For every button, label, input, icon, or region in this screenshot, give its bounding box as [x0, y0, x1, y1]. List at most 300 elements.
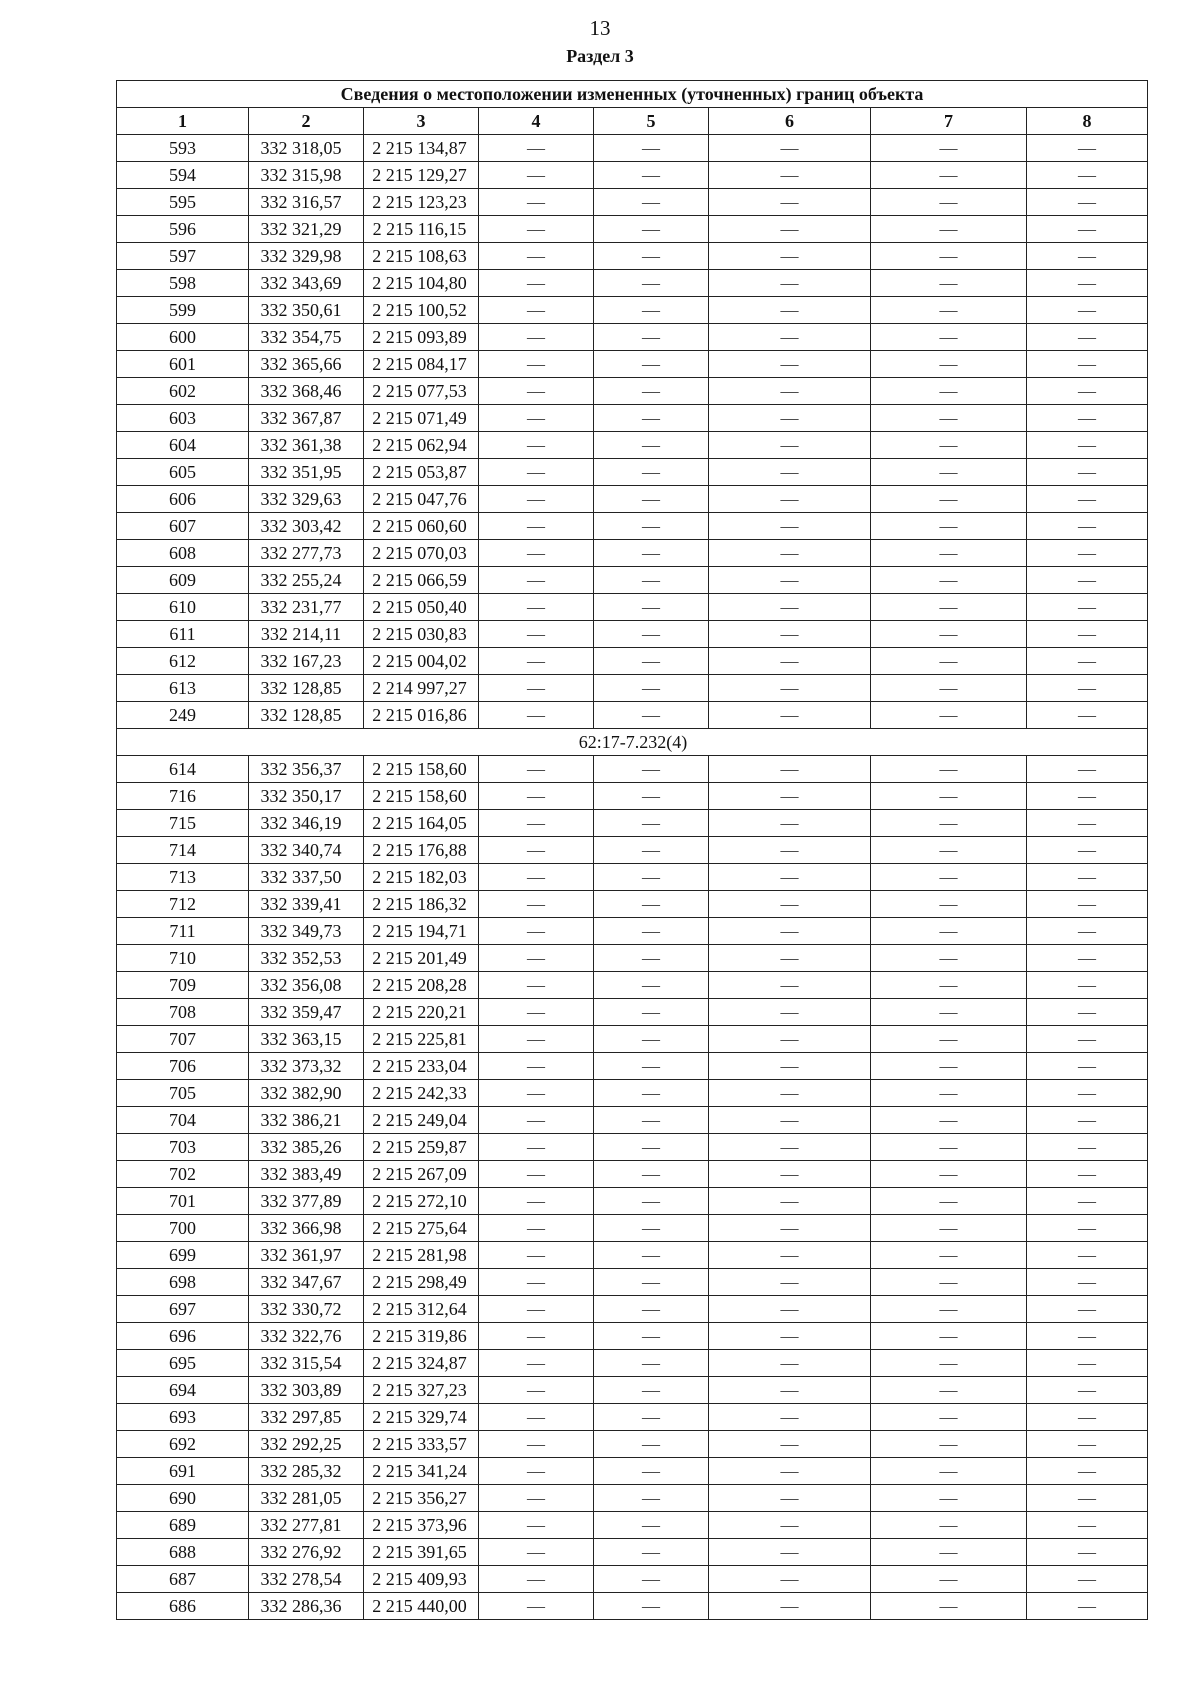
x-coordinate-cell: 332 297,85 [249, 1404, 364, 1431]
x-coordinate-cell: 332 352,53 [249, 945, 364, 972]
empty-value-cell: — [1027, 216, 1148, 243]
empty-value-cell: — [709, 1242, 871, 1269]
empty-value-cell: — [871, 1350, 1027, 1377]
empty-value-cell: — [479, 540, 594, 567]
x-coordinate-cell: 332 349,73 [249, 918, 364, 945]
empty-value-cell: — [1027, 567, 1148, 594]
empty-value-cell: — [871, 1323, 1027, 1350]
table-row [117, 1053, 1148, 1080]
table-row [117, 297, 1148, 324]
point-number-cell: 711 [117, 918, 249, 945]
empty-value-cell: — [479, 783, 594, 810]
y-coordinate-cell: 2 215 391,65 [364, 1539, 479, 1566]
table-row [117, 1593, 1148, 1620]
empty-value-cell: — [709, 783, 871, 810]
table-row [117, 702, 1148, 729]
empty-value-cell: — [594, 1080, 709, 1107]
y-coordinate-cell: 2 215 341,24 [364, 1458, 479, 1485]
table-caption: Сведения о местоположении измененных (уточненных) границ объекта [117, 81, 1148, 108]
x-coordinate-cell: 332 303,42 [249, 513, 364, 540]
empty-value-cell: — [871, 189, 1027, 216]
point-number-cell: 593 [117, 135, 249, 162]
table-row [117, 1485, 1148, 1512]
x-coordinate-cell: 332 329,98 [249, 243, 364, 270]
empty-value-cell: — [1027, 810, 1148, 837]
empty-value-cell: — [594, 351, 709, 378]
y-coordinate-cell: 2 215 329,74 [364, 1404, 479, 1431]
column-header: 6 [709, 108, 871, 135]
empty-value-cell: — [479, 1431, 594, 1458]
empty-value-cell: — [1027, 432, 1148, 459]
empty-value-cell: — [479, 810, 594, 837]
empty-value-cell: — [594, 189, 709, 216]
empty-value-cell: — [594, 1026, 709, 1053]
table-row [117, 567, 1148, 594]
x-coordinate-cell: 332 214,11 [249, 621, 364, 648]
empty-value-cell: — [1027, 1161, 1148, 1188]
point-number-cell: 687 [117, 1566, 249, 1593]
point-number-cell: 598 [117, 270, 249, 297]
coordinates-table [116, 80, 1148, 1620]
empty-value-cell: — [594, 1593, 709, 1620]
empty-value-cell: — [1027, 1539, 1148, 1566]
empty-value-cell: — [871, 1269, 1027, 1296]
table-row [117, 918, 1148, 945]
table-row [117, 1269, 1148, 1296]
empty-value-cell: — [594, 756, 709, 783]
empty-value-cell: — [594, 1053, 709, 1080]
point-number-cell: 597 [117, 243, 249, 270]
empty-value-cell: — [1027, 621, 1148, 648]
empty-value-cell: — [1027, 135, 1148, 162]
point-number-cell: 600 [117, 324, 249, 351]
empty-value-cell: — [709, 540, 871, 567]
empty-value-cell: — [1027, 351, 1148, 378]
table-row [117, 135, 1148, 162]
empty-value-cell: — [871, 999, 1027, 1026]
table-row [117, 513, 1148, 540]
table-row [117, 189, 1148, 216]
empty-value-cell: — [479, 1107, 594, 1134]
y-coordinate-cell: 2 215 298,49 [364, 1269, 479, 1296]
point-number-cell: 608 [117, 540, 249, 567]
x-coordinate-cell: 332 354,75 [249, 324, 364, 351]
empty-value-cell: — [709, 378, 871, 405]
y-coordinate-cell: 2 215 249,04 [364, 1107, 479, 1134]
y-coordinate-cell: 2 215 071,49 [364, 405, 479, 432]
x-coordinate-cell: 332 366,98 [249, 1215, 364, 1242]
point-number-cell: 611 [117, 621, 249, 648]
empty-value-cell: — [871, 1404, 1027, 1431]
empty-value-cell: — [871, 405, 1027, 432]
empty-value-cell: — [871, 459, 1027, 486]
y-coordinate-cell: 2 215 053,87 [364, 459, 479, 486]
empty-value-cell: — [594, 135, 709, 162]
x-coordinate-cell: 332 367,87 [249, 405, 364, 432]
point-number-cell: 694 [117, 1377, 249, 1404]
empty-value-cell: — [479, 216, 594, 243]
y-coordinate-cell: 2 215 259,87 [364, 1134, 479, 1161]
y-coordinate-cell: 2 215 016,86 [364, 702, 479, 729]
empty-value-cell: — [594, 162, 709, 189]
empty-value-cell: — [479, 918, 594, 945]
empty-value-cell: — [479, 189, 594, 216]
empty-value-cell: — [479, 1350, 594, 1377]
point-number-cell: 688 [117, 1539, 249, 1566]
x-coordinate-cell: 332 128,85 [249, 702, 364, 729]
empty-value-cell: — [479, 351, 594, 378]
empty-value-cell: — [871, 837, 1027, 864]
y-coordinate-cell: 2 215 070,03 [364, 540, 479, 567]
empty-value-cell: — [871, 1242, 1027, 1269]
empty-value-cell: — [709, 324, 871, 351]
table-row [117, 621, 1148, 648]
empty-value-cell: — [1027, 1593, 1148, 1620]
empty-value-cell: — [594, 486, 709, 513]
empty-value-cell: — [709, 1053, 871, 1080]
x-coordinate-cell: 332 373,32 [249, 1053, 364, 1080]
empty-value-cell: — [871, 270, 1027, 297]
empty-value-cell: — [871, 540, 1027, 567]
point-number-cell: 690 [117, 1485, 249, 1512]
empty-value-cell: — [479, 945, 594, 972]
empty-value-cell: — [479, 513, 594, 540]
x-coordinate-cell: 332 316,57 [249, 189, 364, 216]
empty-value-cell: — [871, 513, 1027, 540]
empty-value-cell: — [709, 702, 871, 729]
y-coordinate-cell: 2 215 186,32 [364, 891, 479, 918]
empty-value-cell: — [1027, 1458, 1148, 1485]
empty-value-cell: — [871, 1161, 1027, 1188]
empty-value-cell: — [709, 1026, 871, 1053]
table-row [117, 1539, 1148, 1566]
x-coordinate-cell: 332 322,76 [249, 1323, 364, 1350]
point-number-cell: 595 [117, 189, 249, 216]
y-coordinate-cell: 2 215 047,76 [364, 486, 479, 513]
table-row [117, 810, 1148, 837]
empty-value-cell: — [871, 1566, 1027, 1593]
x-coordinate-cell: 332 318,05 [249, 135, 364, 162]
point-number-cell: 710 [117, 945, 249, 972]
point-number-cell: 712 [117, 891, 249, 918]
point-number-cell: 602 [117, 378, 249, 405]
empty-value-cell: — [594, 702, 709, 729]
empty-value-cell: — [871, 1296, 1027, 1323]
empty-value-cell: — [594, 1458, 709, 1485]
x-coordinate-cell: 332 383,49 [249, 1161, 364, 1188]
empty-value-cell: — [871, 1458, 1027, 1485]
empty-value-cell: — [594, 1215, 709, 1242]
empty-value-cell: — [871, 891, 1027, 918]
empty-value-cell: — [594, 648, 709, 675]
point-number-cell: 716 [117, 783, 249, 810]
empty-value-cell: — [871, 1080, 1027, 1107]
empty-value-cell: — [709, 1377, 871, 1404]
empty-value-cell: — [871, 864, 1027, 891]
table-caption-row [117, 81, 1148, 108]
column-header: 3 [364, 108, 479, 135]
section-title: Раздел 3 [566, 46, 634, 66]
empty-value-cell: — [1027, 972, 1148, 999]
empty-value-cell: — [709, 1431, 871, 1458]
empty-value-cell: — [871, 1026, 1027, 1053]
empty-value-cell: — [871, 297, 1027, 324]
empty-value-cell: — [1027, 378, 1148, 405]
table-row [117, 891, 1148, 918]
empty-value-cell: — [1027, 1026, 1148, 1053]
empty-value-cell: — [871, 162, 1027, 189]
point-number-cell: 704 [117, 1107, 249, 1134]
point-number-cell: 609 [117, 567, 249, 594]
empty-value-cell: — [871, 972, 1027, 999]
empty-value-cell: — [871, 594, 1027, 621]
empty-value-cell: — [594, 540, 709, 567]
table-row [117, 243, 1148, 270]
empty-value-cell: — [1027, 783, 1148, 810]
table-row [117, 1242, 1148, 1269]
empty-value-cell: — [594, 1377, 709, 1404]
empty-value-cell: — [594, 675, 709, 702]
empty-value-cell: — [1027, 243, 1148, 270]
x-coordinate-cell: 332 321,29 [249, 216, 364, 243]
x-coordinate-cell: 332 377,89 [249, 1188, 364, 1215]
empty-value-cell: — [1027, 648, 1148, 675]
point-number-cell: 689 [117, 1512, 249, 1539]
y-coordinate-cell: 2 215 233,04 [364, 1053, 479, 1080]
empty-value-cell: — [594, 567, 709, 594]
column-header: 1 [117, 108, 249, 135]
empty-value-cell: — [1027, 189, 1148, 216]
x-coordinate-cell: 332 276,92 [249, 1539, 364, 1566]
empty-value-cell: — [709, 648, 871, 675]
table-row [117, 675, 1148, 702]
empty-value-cell: — [709, 1296, 871, 1323]
empty-value-cell: — [594, 1485, 709, 1512]
y-coordinate-cell: 2 215 275,64 [364, 1215, 479, 1242]
empty-value-cell: — [1027, 1188, 1148, 1215]
empty-value-cell: — [709, 999, 871, 1026]
empty-value-cell: — [871, 918, 1027, 945]
y-coordinate-cell: 2 215 208,28 [364, 972, 479, 999]
table-row [117, 1080, 1148, 1107]
x-coordinate-cell: 332 315,54 [249, 1350, 364, 1377]
empty-value-cell: — [871, 702, 1027, 729]
point-number-cell: 613 [117, 675, 249, 702]
empty-value-cell: — [1027, 513, 1148, 540]
point-number-cell: 601 [117, 351, 249, 378]
table-row [117, 1458, 1148, 1485]
table-row [117, 1350, 1148, 1377]
empty-value-cell: — [479, 1458, 594, 1485]
empty-value-cell: — [709, 1323, 871, 1350]
empty-value-cell: — [709, 567, 871, 594]
empty-value-cell: — [594, 324, 709, 351]
empty-value-cell: — [709, 810, 871, 837]
y-coordinate-cell: 2 215 182,03 [364, 864, 479, 891]
empty-value-cell: — [709, 351, 871, 378]
empty-value-cell: — [709, 621, 871, 648]
empty-value-cell: — [709, 594, 871, 621]
group-label: 62:17-7.232(4) [117, 729, 1148, 756]
empty-value-cell: — [479, 1485, 594, 1512]
empty-value-cell: — [1027, 675, 1148, 702]
table-row [117, 1296, 1148, 1323]
empty-value-cell: — [709, 756, 871, 783]
empty-value-cell: — [479, 675, 594, 702]
empty-value-cell: — [1027, 837, 1148, 864]
empty-value-cell: — [709, 837, 871, 864]
table-row [117, 1566, 1148, 1593]
empty-value-cell: — [871, 648, 1027, 675]
point-number-cell: 709 [117, 972, 249, 999]
empty-value-cell: — [871, 1431, 1027, 1458]
empty-value-cell: — [709, 1404, 871, 1431]
empty-value-cell: — [871, 756, 1027, 783]
empty-value-cell: — [1027, 1404, 1148, 1431]
point-number-cell: 698 [117, 1269, 249, 1296]
column-header: 8 [1027, 108, 1148, 135]
empty-value-cell: — [709, 270, 871, 297]
empty-value-cell: — [594, 1404, 709, 1431]
empty-value-cell: — [479, 621, 594, 648]
y-coordinate-cell: 2 215 373,96 [364, 1512, 479, 1539]
table-row [117, 216, 1148, 243]
table-row [117, 1134, 1148, 1161]
point-number-cell: 604 [117, 432, 249, 459]
empty-value-cell: — [871, 432, 1027, 459]
column-header: 7 [871, 108, 1027, 135]
empty-value-cell: — [1027, 405, 1148, 432]
table-row [117, 1404, 1148, 1431]
y-coordinate-cell: 2 215 060,60 [364, 513, 479, 540]
point-number-cell: 705 [117, 1080, 249, 1107]
empty-value-cell: — [479, 162, 594, 189]
y-coordinate-cell: 2 215 077,53 [364, 378, 479, 405]
empty-value-cell: — [479, 1080, 594, 1107]
x-coordinate-cell: 332 346,19 [249, 810, 364, 837]
empty-value-cell: — [594, 270, 709, 297]
empty-value-cell: — [479, 1539, 594, 1566]
x-coordinate-cell: 332 329,63 [249, 486, 364, 513]
point-number-cell: 614 [117, 756, 249, 783]
empty-value-cell: — [594, 972, 709, 999]
point-number-cell: 697 [117, 1296, 249, 1323]
empty-value-cell: — [871, 351, 1027, 378]
empty-value-cell: — [479, 432, 594, 459]
table-row [117, 351, 1148, 378]
table-row [117, 324, 1148, 351]
empty-value-cell: — [594, 999, 709, 1026]
empty-value-cell: — [479, 459, 594, 486]
empty-value-cell: — [479, 756, 594, 783]
empty-value-cell: — [1027, 486, 1148, 513]
empty-value-cell: — [594, 243, 709, 270]
empty-value-cell: — [709, 675, 871, 702]
x-coordinate-cell: 332 285,32 [249, 1458, 364, 1485]
empty-value-cell: — [709, 1350, 871, 1377]
empty-value-cell: — [479, 837, 594, 864]
empty-value-cell: — [709, 1458, 871, 1485]
point-number-cell: 612 [117, 648, 249, 675]
empty-value-cell: — [709, 459, 871, 486]
empty-value-cell: — [479, 702, 594, 729]
empty-value-cell: — [709, 1512, 871, 1539]
x-coordinate-cell: 332 286,36 [249, 1593, 364, 1620]
empty-value-cell: — [1027, 945, 1148, 972]
empty-value-cell: — [594, 459, 709, 486]
y-coordinate-cell: 2 215 220,21 [364, 999, 479, 1026]
point-number-cell: 696 [117, 1323, 249, 1350]
empty-value-cell: — [594, 1269, 709, 1296]
column-header: 2 [249, 108, 364, 135]
empty-value-cell: — [1027, 1323, 1148, 1350]
empty-value-cell: — [479, 1134, 594, 1161]
point-number-cell: 606 [117, 486, 249, 513]
empty-value-cell: — [709, 243, 871, 270]
empty-value-cell: — [709, 486, 871, 513]
x-coordinate-cell: 332 363,15 [249, 1026, 364, 1053]
empty-value-cell: — [479, 378, 594, 405]
empty-value-cell: — [594, 1188, 709, 1215]
empty-value-cell: — [871, 486, 1027, 513]
y-coordinate-cell: 2 215 108,63 [364, 243, 479, 270]
point-number-cell: 708 [117, 999, 249, 1026]
empty-value-cell: — [479, 270, 594, 297]
empty-value-cell: — [594, 594, 709, 621]
empty-value-cell: — [1027, 1431, 1148, 1458]
table-row [117, 1188, 1148, 1215]
empty-value-cell: — [1027, 1242, 1148, 1269]
empty-value-cell: — [871, 1377, 1027, 1404]
x-coordinate-cell: 332 382,90 [249, 1080, 364, 1107]
empty-value-cell: — [594, 864, 709, 891]
x-coordinate-cell: 332 343,69 [249, 270, 364, 297]
point-number-cell: 686 [117, 1593, 249, 1620]
empty-value-cell: — [479, 891, 594, 918]
table-row [117, 837, 1148, 864]
x-coordinate-cell: 332 330,72 [249, 1296, 364, 1323]
table-row [117, 486, 1148, 513]
x-coordinate-cell: 332 351,95 [249, 459, 364, 486]
point-number-cell: 594 [117, 162, 249, 189]
y-coordinate-cell: 2 215 312,64 [364, 1296, 479, 1323]
point-number-cell: 706 [117, 1053, 249, 1080]
y-coordinate-cell: 2 215 158,60 [364, 756, 479, 783]
empty-value-cell: — [1027, 1107, 1148, 1134]
empty-value-cell: — [709, 1134, 871, 1161]
y-coordinate-cell: 2 215 319,86 [364, 1323, 479, 1350]
empty-value-cell: — [479, 405, 594, 432]
empty-value-cell: — [594, 1296, 709, 1323]
empty-value-cell: — [1027, 702, 1148, 729]
empty-value-cell: — [479, 1296, 594, 1323]
table-body [117, 135, 1148, 1620]
point-number-cell: 605 [117, 459, 249, 486]
x-coordinate-cell: 332 361,38 [249, 432, 364, 459]
table-row [117, 162, 1148, 189]
y-coordinate-cell: 2 214 997,27 [364, 675, 479, 702]
x-coordinate-cell: 332 340,74 [249, 837, 364, 864]
point-number-cell: 700 [117, 1215, 249, 1242]
y-coordinate-cell: 2 215 062,94 [364, 432, 479, 459]
x-coordinate-cell: 332 350,61 [249, 297, 364, 324]
empty-value-cell: — [871, 324, 1027, 351]
x-coordinate-cell: 332 277,81 [249, 1512, 364, 1539]
table-row [117, 270, 1148, 297]
table-row [117, 1026, 1148, 1053]
y-coordinate-cell: 2 215 158,60 [364, 783, 479, 810]
y-coordinate-cell: 2 215 030,83 [364, 621, 479, 648]
